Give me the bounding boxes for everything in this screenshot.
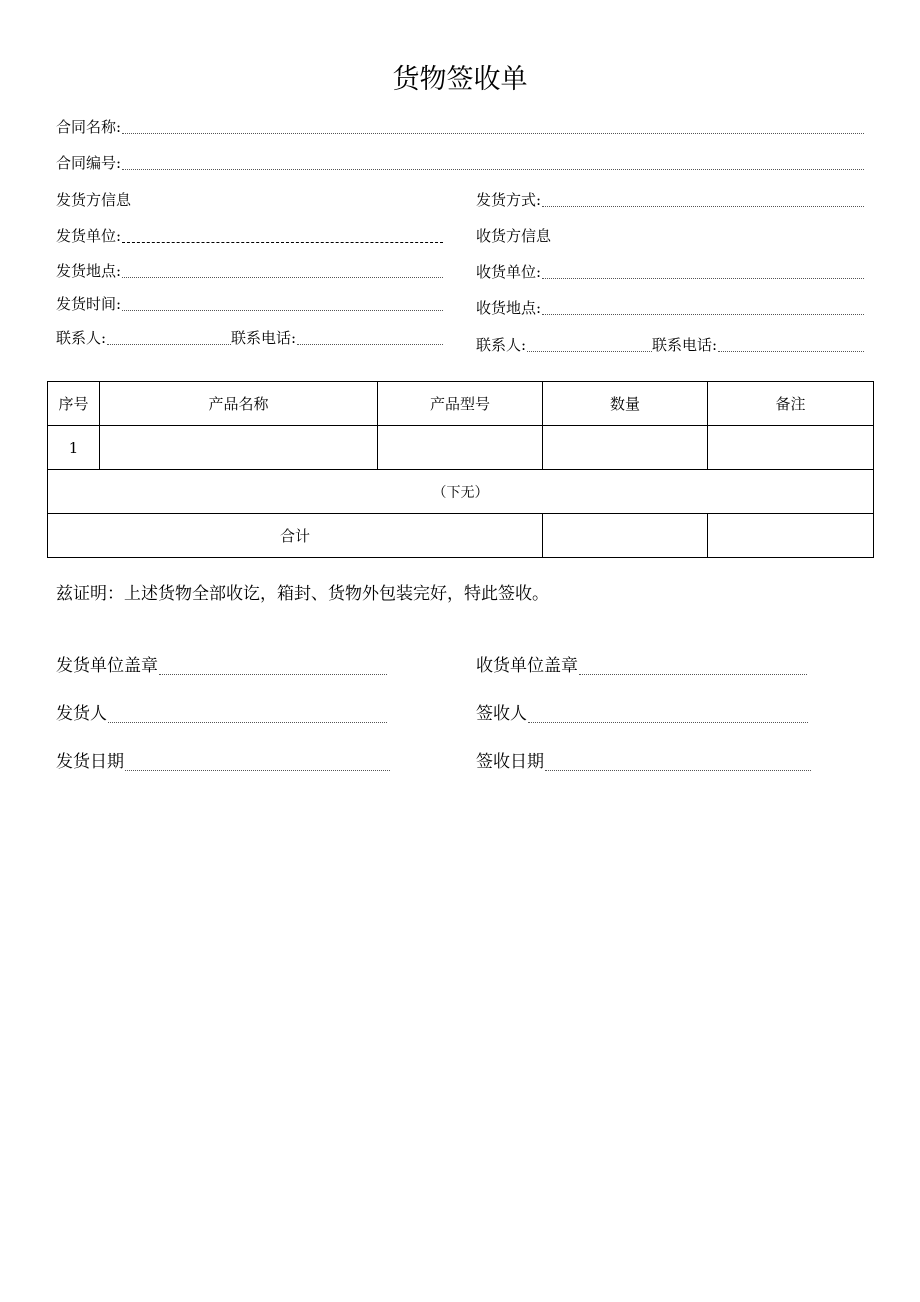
cell-product-name[interactable]: [100, 426, 378, 470]
header-cell-product-name: 产品名称: [100, 382, 378, 426]
receiver-stamp-line[interactable]: [579, 674, 807, 675]
sender-person-line[interactable]: [108, 722, 387, 723]
sender-stamp-label: 发货单位盖章: [56, 656, 158, 676]
receiver-contact-line[interactable]: [527, 351, 652, 352]
sender-time-field[interactable]: [56, 295, 443, 313]
header-cell-quantity: 数量: [543, 382, 708, 426]
receiver-unit-line[interactable]: [542, 278, 864, 279]
receiver-phone-label: 联系电话:: [652, 336, 718, 354]
table-total-row: [48, 514, 874, 558]
receiver-contact-label: 联系人:: [476, 336, 527, 354]
receive-date-line[interactable]: [545, 770, 811, 771]
table-header-row: [48, 382, 874, 426]
receiver-phone-field[interactable]: [652, 336, 864, 354]
sender-place-field[interactable]: [56, 262, 443, 280]
contract-number-label: 合同编号:: [56, 154, 122, 172]
sender-place-line[interactable]: [122, 277, 443, 278]
contract-number-line[interactable]: [122, 169, 864, 170]
sender-stamp-field[interactable]: [56, 655, 387, 677]
sender-phone-field[interactable]: [231, 329, 443, 347]
sender-contact-field[interactable]: [56, 329, 231, 347]
sender-contact-line[interactable]: [107, 344, 231, 345]
table-none-row: [48, 470, 874, 514]
contract-number-field[interactable]: [56, 154, 864, 172]
sender-unit-label: 发货单位:: [56, 227, 122, 245]
receiver-unit-field[interactable]: [476, 263, 864, 281]
total-label-cell: 合计: [48, 514, 543, 558]
table-row: [48, 426, 874, 470]
ship-method-label: 发货方式:: [476, 191, 542, 209]
receiver-stamp-field[interactable]: [476, 655, 807, 677]
sender-time-line[interactable]: [122, 310, 443, 311]
header-cell-index: 序号: [48, 382, 100, 426]
receiver-section-title: 收货方信息: [476, 227, 552, 245]
cell-product-model[interactable]: [378, 426, 543, 470]
cell-index: 1: [48, 426, 100, 470]
receiver-place-label: 收货地点:: [476, 299, 542, 317]
receiver-person-line[interactable]: [528, 722, 808, 723]
contract-name-field[interactable]: [56, 118, 864, 136]
none-below-cell: （下无）: [48, 470, 874, 514]
sender-section-title: 发货方信息: [56, 191, 132, 209]
receiver-phone-line[interactable]: [718, 351, 864, 352]
sender-unit-field[interactable]: [56, 227, 443, 245]
receive-date-label: 签收日期: [476, 752, 544, 772]
contract-name-line[interactable]: [122, 133, 864, 134]
total-quantity-cell[interactable]: [543, 514, 708, 558]
goods-table: [47, 381, 874, 558]
cell-remarks[interactable]: [708, 426, 874, 470]
receiver-place-line[interactable]: [542, 314, 864, 315]
sender-phone-label: 联系电话:: [231, 329, 297, 347]
receiver-person-field[interactable]: [476, 703, 808, 725]
sender-contact-label: 联系人:: [56, 329, 107, 347]
receiver-contact-field[interactable]: [476, 336, 652, 354]
sender-stamp-line[interactable]: [159, 674, 387, 675]
contract-name-label: 合同名称:: [56, 118, 122, 136]
sender-person-field[interactable]: [56, 703, 387, 725]
send-date-label: 发货日期: [56, 752, 124, 772]
sender-person-label: 发货人: [56, 704, 107, 724]
receiver-unit-label: 收货单位:: [476, 263, 542, 281]
send-date-field[interactable]: [56, 751, 390, 773]
ship-method-line[interactable]: [542, 206, 864, 207]
receiver-stamp-label: 收货单位盖章: [476, 656, 578, 676]
header-cell-product-model: 产品型号: [378, 382, 543, 426]
send-date-line[interactable]: [125, 770, 390, 771]
header-cell-remarks: 备注: [708, 382, 874, 426]
cell-quantity[interactable]: [543, 426, 708, 470]
sender-unit-line[interactable]: [122, 242, 443, 243]
total-remarks-cell[interactable]: [708, 514, 874, 558]
receipt-statement: 兹证明：上述货物全部收讫，箱封、货物外包装完好，特此签收。: [56, 584, 549, 604]
sender-time-label: 发货时间:: [56, 295, 122, 313]
receive-date-field[interactable]: [476, 751, 811, 773]
sender-phone-line[interactable]: [297, 344, 443, 345]
receiver-person-label: 签收人: [476, 704, 527, 724]
sender-place-label: 发货地点:: [56, 262, 122, 280]
ship-method-field[interactable]: [476, 191, 864, 209]
receiver-place-field[interactable]: [476, 299, 864, 317]
page-title: 货物签收单: [392, 64, 528, 95]
